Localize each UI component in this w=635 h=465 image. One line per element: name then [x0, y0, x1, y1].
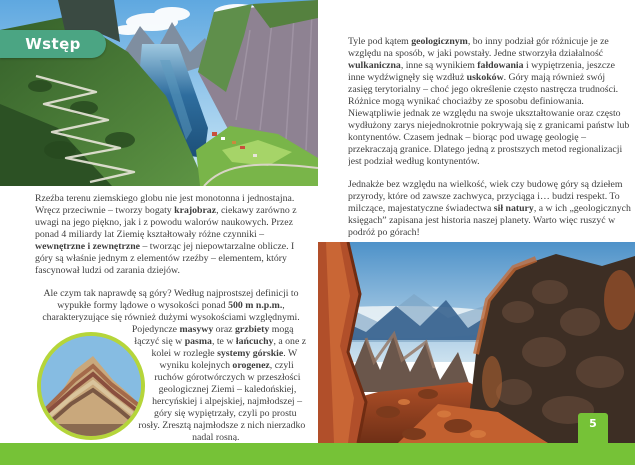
right-text-column — [348, 36, 632, 242]
right-paragraph-2: Jednakże bez względu na wielkość, wiek czy budowę góry są dziełem przyrody, które od zawsze zachwyca, przyciąga i… budzi respekt. To milczące, majestatyczne świadectwa sił natury, a w ich „geologicznych księgach” zapisana jest historia naszej planety. Warto więc ruszyć w podróż po górach! — [348, 179, 631, 238]
fjord-photo — [0, 0, 318, 186]
section-title: Wstęp — [25, 35, 81, 53]
footer-bar — [0, 443, 635, 465]
right-paragraph-1: Tyle pod kątem geologicznym, bo inny podział gór różnicuje je ze względu na sposób, w jaki powstały. Jedne stworzyła działalność wulkaniczna, inne są wynikiem fałdowania i wypiętrzenia, jeszcze inne wydźwignęły się wzdłuż uskoków. Góry mają również swój zasięg terytorialny – choć jego określenie często nastręcza trudności. Różnice mogą wynikać chociażby ze sposobu definiowania. Niewątpliwie jednak ze względu na swoje ukształtowanie oraz często wydłużony zarys niejednokrotnie pokrywają się z granicami państw lub kontynentów. Czasem jednak – biorąc pod uwagę geologię – przekraczają granice. Dlatego jedną z prostszych metod regionalizacji jest podział według kontynentów. — [348, 36, 630, 167]
left-paragraph-2 — [35, 288, 307, 441]
page-number-tab — [578, 413, 608, 445]
striped-mountain-photo — [37, 332, 145, 440]
page-number: 5 — [589, 417, 597, 430]
section-banner — [0, 30, 106, 58]
left-text-column — [35, 193, 307, 441]
left-paragraph-2-text: Ale czym tak naprawdę są góry? Według najprostszej definicji to wypukłe formy lądowe o wysokości ponad 500 m n.p.m., charakteryzujące się również dużymi wysokościami względnymi. Pojedyncze masywy oraz grzbiety mogą łączyć się w pasma, te w łańcuchy, a one z kolei w rozległe systemy górskie. W wyniku kolejnych orogenez, czyli ruchów górotwórczych w przeszłości geologicznej Ziemi – kaledońskiej, hercyńskiej i alpejskiej, najmłodszej – góry się wypiętrzały, czyli po prostu rosły. Zresztą najmłodsze z nich nierzadko nadal rosną. — [42, 288, 307, 441]
left-paragraph-1: Rzeźba terenu ziemskiego globu nie jest monotonna i jednostajna. Wręcz przeciwnie – tworzy bogaty krajobraz, ciekawy zarówno z uwagi na jego piękno, jak i z powodu walorów naukowych. Przez ponad 4 miliardy lat Ziemię kształtowały różne czynniki – wewnętrzne i zewnętrzne – tworząc jej niepowtarzalne oblicze. I góry są właśnie jednym z elementów rzeźby – elementem, który fascynował ludzi od zarania dziejów. — [35, 193, 297, 276]
fjord-photo-illustration — [0, 0, 318, 186]
striped-mountain-illustration — [41, 336, 141, 436]
